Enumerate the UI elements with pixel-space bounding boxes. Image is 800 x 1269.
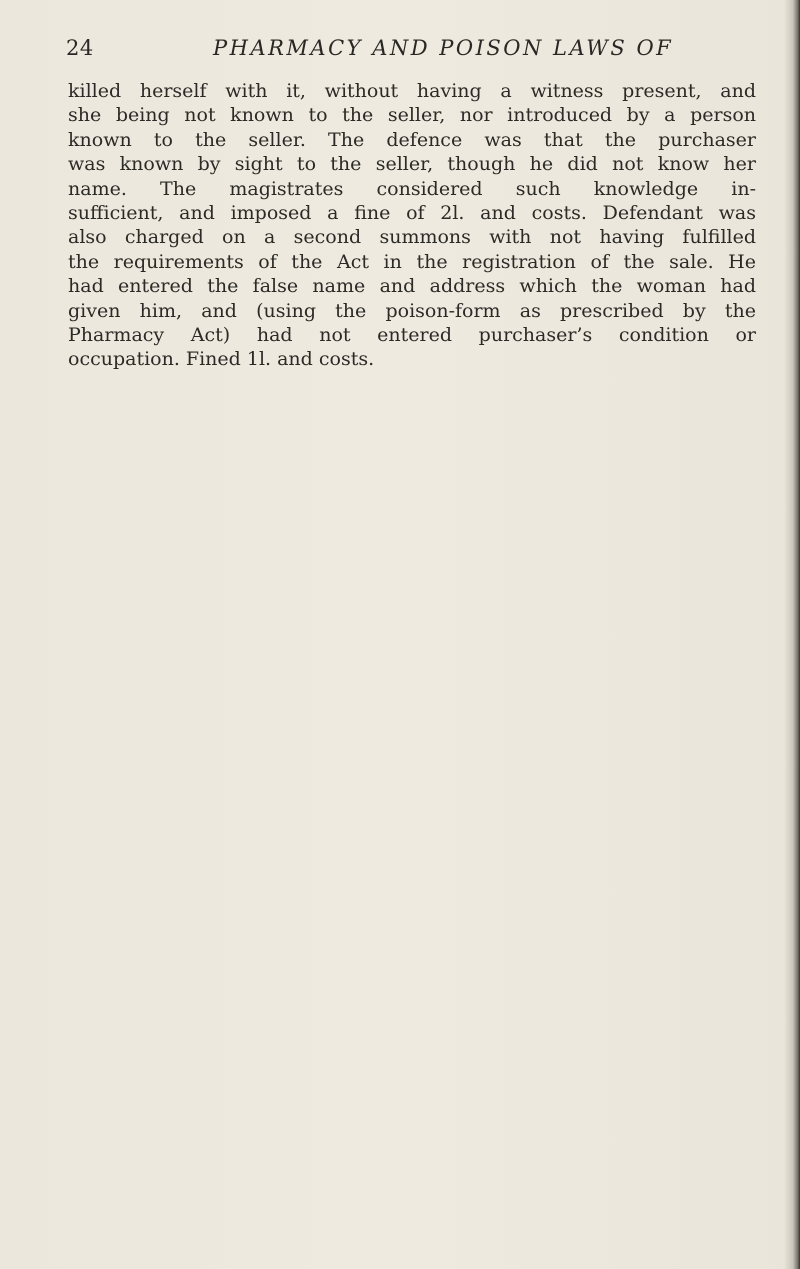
text-line: killed herself with it, without having a witness present, and bbox=[68, 80, 756, 102]
text-line: also charged on a second summons with not having fulfilled bbox=[68, 226, 756, 249]
text-line: had entered the false name and address which the woman had bbox=[68, 275, 756, 298]
page-edge-shadow bbox=[784, 0, 800, 1269]
body-paragraph bbox=[68, 79, 756, 372]
text-line: Pharmacy Act) had not entered purchaser’s condition or bbox=[68, 323, 756, 346]
text-line: sufficient, and imposed a fine of 2l. and costs. Defendant was bbox=[68, 201, 756, 224]
text-line: she being not known to the seller, nor introduced by a person bbox=[68, 104, 756, 127]
text-line: known to the seller. The defence was that the purchaser bbox=[68, 128, 756, 151]
text-line: name. The magistrates considered such knowledge in- bbox=[68, 177, 756, 200]
running-title: PHARMACY AND POISON LAWS OF bbox=[213, 36, 674, 60]
text-line: the requirements of the Act in the registration of the sale. He bbox=[68, 250, 756, 273]
text-line: occupation. Fined 1l. and costs. bbox=[68, 348, 375, 371]
text-line: given him, and (using the poison-form as prescribed by the bbox=[68, 299, 756, 322]
page-number: 24 bbox=[66, 36, 94, 60]
text-line: was known by sight to the seller, though he did not know her bbox=[68, 153, 756, 176]
running-header bbox=[66, 36, 756, 66]
